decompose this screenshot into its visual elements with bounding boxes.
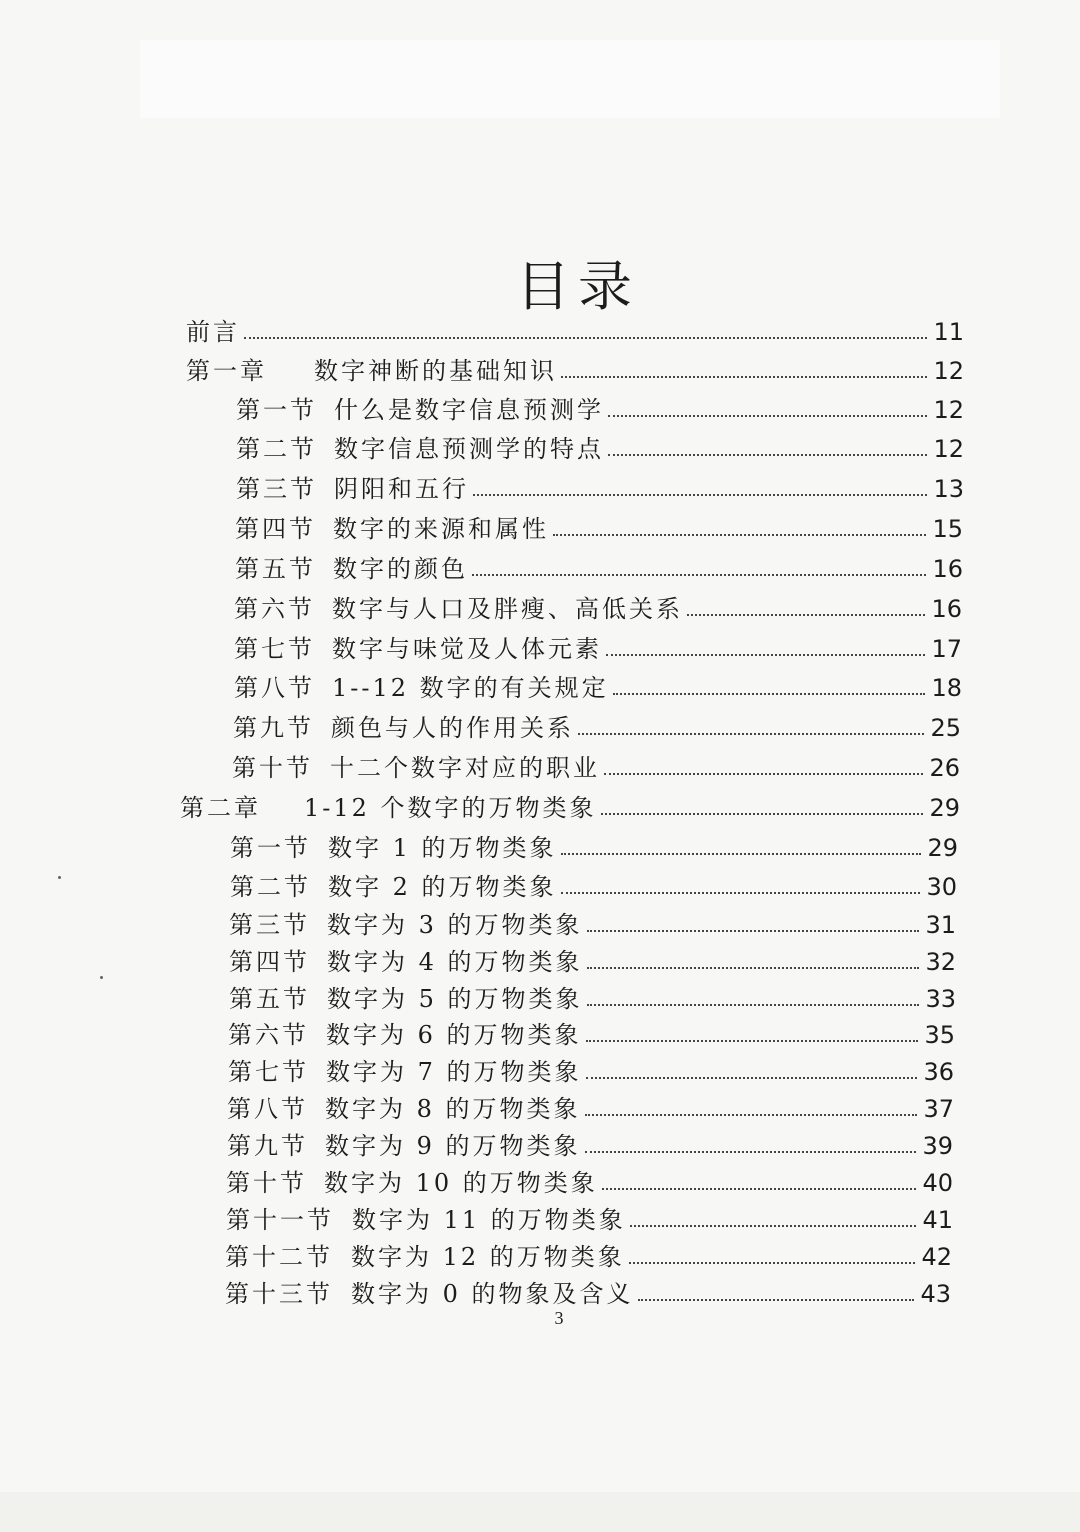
dot-leader [687, 614, 925, 616]
toc-section-entry[interactable] [232, 746, 960, 780]
dot-leader [604, 773, 923, 775]
toc-entry-heading: 第四节 [235, 515, 316, 543]
toc-entry-page: 16 [932, 555, 963, 583]
toc-entry-title: 数字为 9 的万物类象 [325, 1132, 581, 1160]
toc-section-entry[interactable] [225, 1272, 951, 1306]
toc-entry-heading: 第二节 [230, 873, 311, 901]
toc-entry-heading: 第九节 [233, 714, 314, 742]
toc-entry-heading: 第一节 [236, 396, 317, 424]
toc-entry-heading: 第十二节 [225, 1243, 333, 1271]
toc-entry-title: 数字 1 的万物类象 [328, 834, 557, 862]
toc-entry-title: 数字为 3 的万物类象 [327, 911, 583, 939]
toc-entry-heading: 第七节 [234, 635, 315, 663]
toc-entry-page: 32 [925, 948, 956, 976]
toc-entry-page: 26 [929, 754, 960, 782]
toc-entry-heading: 第四节 [229, 948, 310, 976]
dot-leader [472, 574, 926, 576]
toc-entry-page: 18 [931, 674, 962, 702]
page-number-footer: 3 [554, 1308, 564, 1328]
toc-section-entry[interactable] [225, 1235, 952, 1269]
toc-section-entry[interactable] [235, 547, 963, 581]
toc-entry-title: 数字为 12 的万物类象 [351, 1243, 625, 1271]
dot-leader [585, 1151, 917, 1153]
toc-section-entry[interactable] [233, 706, 961, 740]
toc-entry-page: 40 [922, 1169, 953, 1197]
toc-entry-heading: 第五节 [229, 985, 310, 1013]
dot-leader [586, 1077, 918, 1079]
dot-leader [561, 853, 922, 855]
toc-section-entry[interactable] [227, 1087, 954, 1121]
toc-entry-page: 35 [924, 1021, 955, 1049]
toc-entry-heading: 第十三节 [225, 1280, 333, 1308]
toc-entry-page: 41 [922, 1206, 953, 1234]
toc-section-entry[interactable] [230, 865, 957, 899]
toc-entry-heading: 前言 [186, 318, 240, 346]
toc-entry-heading: 第二节 [236, 435, 317, 463]
toc-entry-heading: 第九节 [227, 1132, 308, 1160]
dot-leader [602, 1188, 917, 1190]
toc-section-entry[interactable] [234, 627, 962, 661]
dot-leader [585, 1114, 918, 1116]
toc-entry-page: 15 [932, 515, 963, 543]
toc-entry-heading: 第六节 [234, 595, 315, 623]
toc-entry-page: 17 [931, 635, 962, 663]
toc-entry-title: 什么是数字信息预测学 [334, 396, 604, 424]
dot-leader [608, 415, 927, 417]
toc-section-entry[interactable] [236, 388, 964, 422]
toc-chapter-entry[interactable] [186, 349, 964, 383]
toc-entry-page: 42 [921, 1243, 952, 1271]
toc-section-entry[interactable] [229, 977, 956, 1011]
toc-entry-title: 数字神断的基础知识 [314, 357, 557, 385]
dot-leader [630, 1225, 917, 1227]
toc-entry-title: 1-12 个数字的万物类象 [304, 794, 597, 822]
toc-entry-title: 1--12 数字的有关规定 [332, 674, 609, 702]
dot-leader [561, 892, 921, 894]
toc-entry-heading: 第三节 [229, 911, 310, 939]
toc-section-entry[interactable] [236, 467, 964, 501]
toc-entry-page: 11 [933, 318, 964, 346]
toc-entry-heading: 第一章 [186, 357, 267, 385]
toc-entry-heading: 第五节 [235, 555, 316, 583]
toc-section-entry[interactable] [229, 940, 956, 974]
toc-entry-heading: 第十节 [226, 1169, 307, 1197]
dot-leader [587, 967, 920, 969]
dot-leader [606, 654, 925, 656]
toc-section-entry[interactable] [234, 666, 962, 700]
dot-leader [553, 534, 926, 536]
toc-entry-title: 数字为 8 的万物类象 [325, 1095, 581, 1123]
toc-section-entry[interactable] [235, 507, 963, 541]
toc-entry-page: 29 [927, 834, 958, 862]
toc-entry-title: 数字为 4 的万物类象 [327, 948, 583, 976]
toc-entry-page: 37 [923, 1095, 954, 1123]
toc-entry-title: 数字的来源和属性 [333, 515, 549, 543]
toc-section-entry[interactable] [234, 587, 962, 621]
toc-entry-title: 数字信息预测学的特点 [334, 435, 604, 463]
toc-entry-heading: 第三节 [236, 475, 317, 503]
toc-section-entry[interactable] [230, 826, 958, 860]
toc-section-entry[interactable] [226, 1198, 953, 1232]
dot-leader [587, 1004, 920, 1006]
dot-leader [601, 813, 924, 815]
toc-entry-heading: 第十节 [232, 754, 313, 782]
toc-entry-title: 十二个数字对应的职业 [330, 754, 600, 782]
toc-entry-page: 25 [930, 714, 961, 742]
dot-leader [613, 693, 926, 695]
toc-entry-page: 13 [933, 475, 964, 503]
toc-section-entry[interactable] [228, 1013, 955, 1047]
toc-entry-title: 数字为 11 的万物类象 [352, 1206, 626, 1234]
toc-section-entry[interactable] [236, 427, 964, 461]
dot-leader [561, 376, 927, 378]
page-title: 目录 [516, 255, 640, 319]
toc-entry-heading: 第八节 [234, 674, 315, 702]
toc-entry-page: 43 [920, 1280, 951, 1308]
dot-leader [586, 1040, 919, 1042]
toc-entry-title: 数字为 5 的万物类象 [327, 985, 583, 1013]
dot-leader [587, 930, 920, 932]
toc-entry-title: 数字为 7 的万物类象 [326, 1058, 582, 1086]
toc-entry-title: 颜色与人的作用关系 [331, 714, 574, 742]
toc-entry-page: 30 [926, 873, 957, 901]
toc-entry-page: 31 [925, 911, 956, 939]
toc-entry-heading: 第一节 [230, 834, 311, 862]
toc-entry-page: 12 [933, 357, 964, 385]
dot-leader [473, 494, 927, 496]
toc-entry-title: 数字 2 的万物类象 [328, 873, 557, 901]
toc-entry-page: 12 [933, 435, 964, 463]
toc-entry-page: 33 [925, 985, 956, 1013]
toc-entry-page: 16 [931, 595, 962, 623]
toc-entry-heading: 第八节 [227, 1095, 308, 1123]
toc-entry-heading: 第六节 [228, 1021, 309, 1049]
dot-leader [638, 1299, 915, 1301]
toc-entry-title: 数字为 10 的万物类象 [324, 1169, 598, 1197]
toc-entry-page: 36 [923, 1058, 954, 1086]
toc-entry-title: 数字与人口及胖瘦、高低关系 [332, 595, 683, 623]
toc-section-entry[interactable] [226, 1161, 953, 1195]
dot-leader [629, 1262, 916, 1264]
toc-section-entry[interactable] [228, 1050, 954, 1084]
toc-entry-title: 数字为 6 的万物类象 [326, 1021, 582, 1049]
toc-entry-page: 12 [933, 396, 964, 424]
toc-entry[interactable] [186, 310, 964, 344]
toc-entry-heading: 第十一节 [226, 1206, 334, 1234]
toc-entry-heading: 第二章 [180, 794, 261, 822]
toc-entry-heading: 第七节 [228, 1058, 309, 1086]
toc-entry-title: 数字为 0 的物象及含义 [351, 1280, 634, 1308]
toc-entry-title: 数字与味觉及人体元素 [332, 635, 602, 663]
toc-section-entry[interactable] [227, 1124, 953, 1158]
toc-chapter-entry[interactable] [180, 786, 960, 820]
dot-leader [244, 337, 927, 339]
toc-entry-page: 29 [929, 794, 960, 822]
toc-entry-page: 39 [922, 1132, 953, 1160]
toc-entry-title: 阴阳和五行 [334, 475, 469, 503]
toc-entry-title: 数字的颜色 [333, 555, 468, 583]
dot-leader [578, 733, 924, 735]
dot-leader [608, 454, 927, 456]
toc-section-entry[interactable] [229, 903, 956, 937]
